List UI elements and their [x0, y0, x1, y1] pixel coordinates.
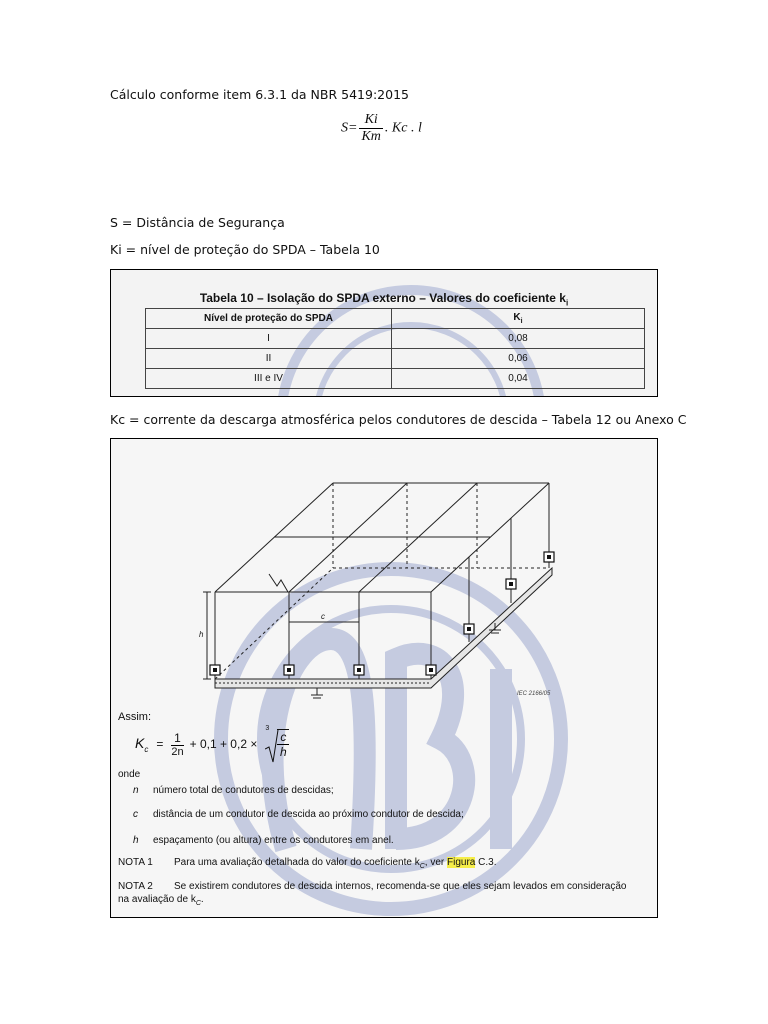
table-row	[146, 349, 645, 369]
separation-formula	[341, 112, 422, 145]
building-diagram	[111, 439, 657, 709]
table-row	[146, 329, 645, 349]
nota-1: NOTA 1 Para uma avaliação detalhada do valor do coeficiente $k_C$, ver Figura C.3.	[118, 857, 497, 870]
table-cell-level: III e IV	[146, 369, 392, 389]
label-c: c	[321, 612, 325, 621]
table-cell-value: 0,08	[392, 329, 645, 349]
kc-symbol: $K_c$	[135, 734, 149, 754]
definition-h: h espaçamento (ou altura) entre os condutores em anel.	[133, 835, 394, 846]
formula-numerator: Ki	[359, 112, 382, 129]
label-h: h	[199, 630, 204, 639]
column-header-level: Nível de proteção do SPDA	[146, 309, 392, 329]
kc-root-num: c	[277, 730, 289, 745]
annex-c-figure	[110, 438, 658, 918]
table-header-row	[146, 309, 645, 329]
table-row	[146, 369, 645, 389]
definition-kc: Kc = corrente da descarga atmosférica pelos condutores de descida – Tabela 12 ou Anexo C	[110, 412, 687, 427]
table-cell-value: 0,06	[392, 349, 645, 369]
kc-terms: + 0,1 + 0,2 ×	[189, 737, 258, 751]
formula-rest: . Kc . l	[384, 120, 422, 136]
table10	[145, 308, 645, 389]
nota-2-line2: na avaliação de $k_C$.	[118, 894, 204, 907]
figura-link[interactable]: Figura	[447, 857, 476, 868]
table10-title: Tabela 10 – Isolação do SPDA externo – Valores do coeficiente $k_i$	[199, 291, 569, 308]
onde-label: onde	[118, 769, 141, 780]
formula-fraction	[359, 112, 382, 145]
formula-lhs: S=	[341, 120, 358, 136]
kc-fraction-den: 2n	[171, 745, 184, 758]
table-cell-value: 0,04	[392, 369, 645, 389]
kc-root-index: 3	[265, 725, 270, 732]
definition-c: c distância de um condutor de descida ao próximo condutor de descida;	[133, 809, 464, 820]
definition-ki: Ki = nível de proteção do SPDA – Tabela 10	[110, 242, 380, 257]
kc-fraction	[171, 731, 183, 758]
table10-image	[110, 269, 658, 397]
heading: Cálculo conforme item 6.3.1 da NBR 5419:2015	[110, 87, 409, 102]
table-cell-level: II	[146, 349, 392, 369]
radical-sign	[265, 729, 279, 763]
formula-denominator: Km	[361, 129, 381, 144]
kc-fraction-num: 1	[171, 731, 183, 746]
definition-s: S = Distância de Segurança	[110, 215, 285, 230]
table-cell-level: I	[146, 329, 392, 349]
kc-root	[263, 725, 289, 759]
nota-2-line1: NOTA 2 Se existirem condutores de descida internos, recomenda-se que eles sejam levados em consideração	[118, 881, 627, 892]
assim-label: Assim:	[118, 711, 151, 723]
definition-n: n número total de condutores de descidas;	[133, 785, 334, 796]
figure-reference: IEC 2166/05	[517, 691, 551, 697]
kc-equals: =	[156, 737, 164, 751]
column-header-ki: $K_i$	[392, 309, 645, 329]
kc-root-den: h	[280, 745, 287, 759]
kc-formula	[135, 726, 289, 762]
